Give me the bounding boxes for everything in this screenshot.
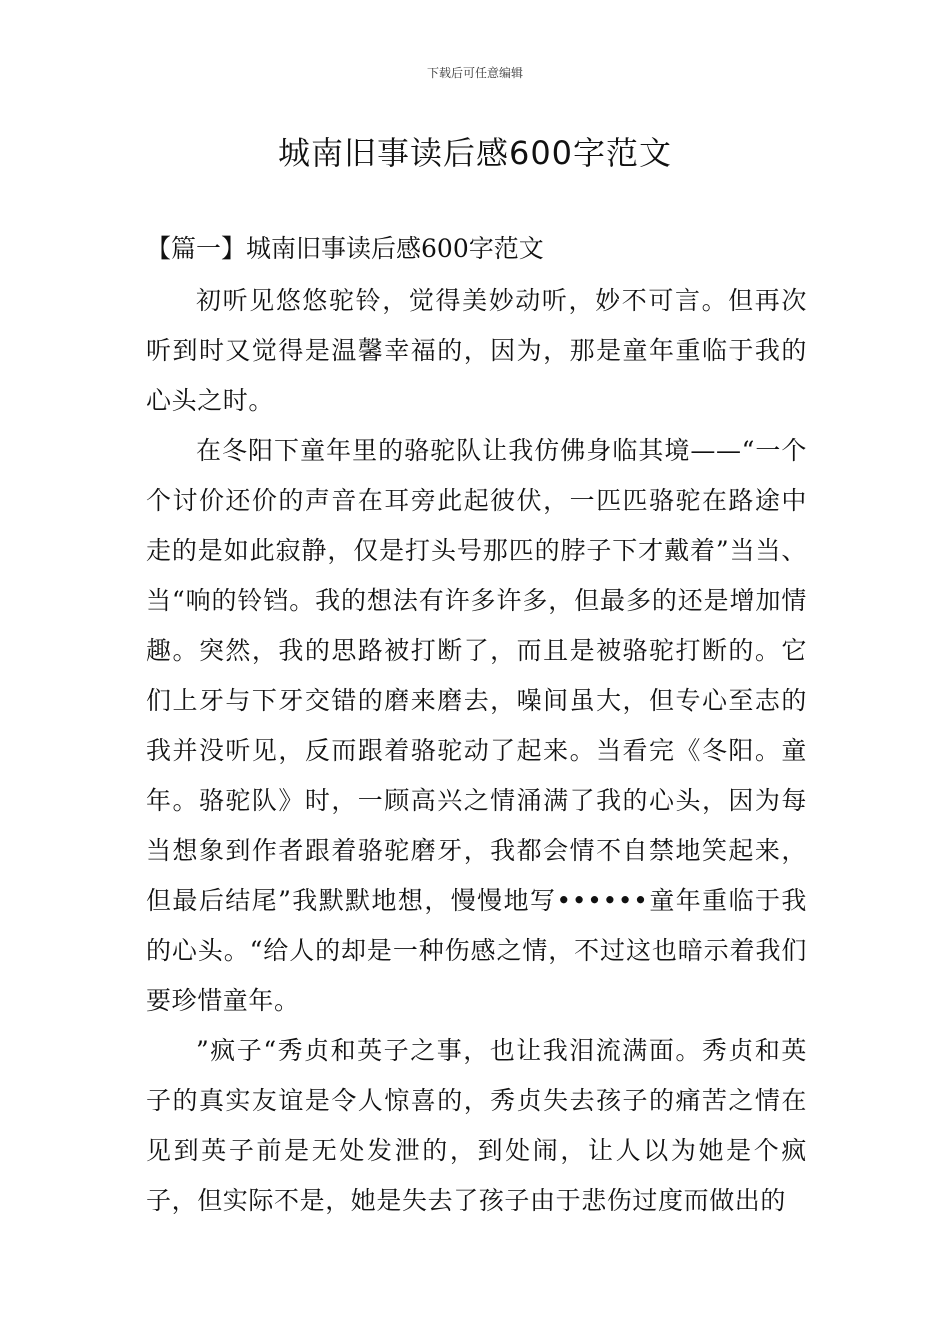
document-title: 城南旧事读后感600字范文	[277, 134, 673, 172]
paragraph-1: 初听见悠悠驼铃，觉得美妙动听，妙不可言。但再次听到时又觉得是温馨幸福的，因为，那是童年重临于我的心头之时。	[146, 286, 807, 415]
paragraph-2: 在冬阳下童年里的骆驼队让我仿佛身临其境——“一个个讨价还价的声音在耳旁此起彼伏，一匹匹骆驼在路途中走的是如此寂静，仅是打头号那匹的脖子下才戴着”当当、当“响的铃铛。我的想法有许多许多，但最多的还是增加情趣。突然，我的思路被打断了，而且是被骆驼打断的。它们上牙与下牙交错的磨来磨去，噪间虽大，但专心至志的我并没听见，反而跟着骆驼动了起来。当看完《冬阳。童年。骆驼队》时，一顾高兴之情涌满了我的心头，因为每当想象到作者跟着骆驼磨牙，我都会情不自禁地笑起来，但最后结尾”我默默地想，慢慢地写••••••童年重临于我的心头。“给人的却是一种伤感之情，不过这也暗示着我们要珍惜童年。	[146, 436, 807, 1015]
paragraph-3: ”疯子“秀贞和英子之事，也让我泪流满面。秀贞和英子的真实友谊是令人惊喜的，秀贞失去孩子的痛苦之情在见到英子前是无处发泄的，到处闹，让人以为她是个疯子，但实际不是，她是失去了孩子由于悲伤过度而做出的	[146, 1036, 807, 1215]
section-heading: 【篇一】城南旧事读后感600字范文	[146, 234, 544, 263]
page-header-note: 下载后可任意编辑	[426, 66, 523, 80]
document-body	[146, 276, 807, 1226]
